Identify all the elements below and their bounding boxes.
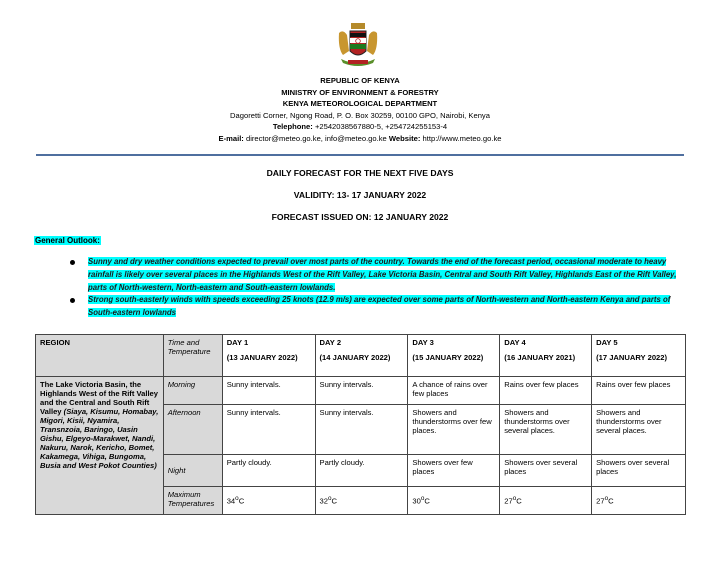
temperature-unit: C [331, 496, 337, 506]
temperature-cell [222, 487, 315, 515]
header-divider [36, 154, 684, 156]
forecast-cell: Rains over few places [592, 377, 686, 405]
forecast-cell: Showers over several places [592, 455, 686, 487]
time-header: Time and Temperature [163, 335, 222, 377]
forecast-cell: Sunny intervals. [315, 377, 408, 405]
day-label: DAY 1 [226, 338, 249, 347]
outlook-bullet [68, 256, 688, 294]
forecast-cell: Sunny intervals. [222, 405, 315, 455]
forecast-cell: Partly cloudy. [222, 455, 315, 487]
header-contact-line [0, 133, 720, 145]
temperature-value: 34 [226, 496, 236, 506]
bullet-icon [70, 260, 75, 265]
temperature-value: 27 [596, 496, 605, 506]
header-department: KENYA METEOROLOGICAL DEPARTMENT [282, 99, 438, 109]
table-header-row [36, 335, 686, 377]
day-header [500, 335, 592, 377]
region-cell [36, 377, 164, 515]
table-row [36, 377, 686, 405]
temperature-cell [592, 487, 686, 515]
forecast-cell: Showers and thunderstorms over few places. [408, 405, 500, 455]
degree-mark: o [235, 495, 239, 503]
forecast-cell: Showers and thunderstorms over several places. [592, 405, 686, 455]
temperature-unit: C [238, 496, 245, 506]
temperature-unit: C [608, 496, 614, 506]
forecast-cell: Partly cloudy. [315, 455, 408, 487]
email-value: director@meteo.go.ke, info@meteo.go.ke [245, 133, 387, 143]
period-cell: Maximum Temperatures [163, 487, 222, 515]
forecast-cell: Showers over several places [500, 455, 592, 487]
outlook-bullet-text: Strong south-easterly winds with speeds exceeding 25 knots (12.9 m/s) are expected over some parts of North-western and North-eastern Kenya and parts of South-eastern lowlands [88, 295, 671, 318]
telephone-value: +2542038567880-5, +254724255153-4 [314, 122, 448, 132]
temperature-unit: C [516, 496, 522, 506]
temperature-cell [408, 487, 500, 515]
region-header: REGION [36, 335, 164, 377]
general-outlook-label: General Outlook: [35, 236, 100, 245]
day-label: DAY 4 [504, 338, 526, 347]
degree-mark: o [327, 495, 332, 503]
day-date: (15 JANUARY 2022) [412, 353, 484, 362]
outlook-bullet-text: Sunny and dry weather conditions expected to prevail over most parts of the country. Towards the end of the forecast period, occasional moderate to heavy rainfall is likely over several places in the Highlands West of the Rift Valley, Lake Victoria Basin, Central and South Rift Valley, Highlands East of the Rift Valley, parts of North-western, North-eastern and South-eastern lowlands. [88, 257, 677, 292]
temperature-cell [315, 487, 408, 515]
telephone-label: Telephone: [272, 122, 313, 132]
temperature-cell [500, 487, 592, 515]
day-header [592, 335, 686, 377]
bullet-icon [70, 298, 75, 303]
email-label: E-mail: [218, 133, 244, 143]
period-cell: Afternoon [163, 405, 222, 455]
day-header [315, 335, 408, 377]
forecast-cell: Showers and thunderstorms over several places. [500, 405, 592, 455]
temperature-value: 30 [412, 496, 421, 506]
forecast-cell: Showers over few places [408, 455, 500, 487]
outlook-bullets [68, 256, 688, 320]
website-label: Website: [388, 133, 421, 143]
day-date: (13 JANUARY 2022) [226, 353, 298, 362]
forecast-cell: A chance of rains over few places [408, 377, 500, 405]
day-date: (14 JANUARY 2022) [319, 353, 391, 362]
day-header [408, 335, 500, 377]
forecast-cell: Sunny intervals. [222, 377, 315, 405]
header-telephone-line [0, 121, 720, 133]
header-ministry: MINISTRY OF ENVIRONMENT & FORESTRY [281, 87, 439, 97]
region-name: The Lake Victoria Basin, the Highlands West of the Rift Valley and the Central and South Rift Valley [40, 380, 159, 416]
outlook-bullet [68, 294, 688, 320]
header-address: Dagoretti Corner, Ngong Road, P. O. Box 30259, 00100 GPO, Nairobi, Kenya [230, 110, 490, 120]
letterhead [0, 75, 720, 145]
website-value[interactable]: http://www.meteo.go.ke [422, 133, 502, 143]
region-counties: (Siaya, Kisumu, Homabay, Migori, Kisii, Nyamira, Transnzoia, Baringo, Uasin Gishu, Elgeyo-Marakwet, Nandi, Nakuru, Narok, Kericho, Bomet, Kakamega, Vihiga, Bungoma, Busia and West Pokot Counties) [40, 407, 159, 470]
degree-mark: o [604, 495, 609, 503]
validity-title: VALIDITY: 13- 17 JANUARY 2022 [293, 190, 427, 200]
forecast-cell: Sunny intervals. [315, 405, 408, 455]
header-republic: REPUBLIC OF KENYA [320, 76, 400, 85]
kenya-coat-of-arms-icon [333, 21, 383, 69]
degree-mark: o [512, 495, 517, 503]
degree-mark: o [420, 495, 425, 503]
day-label: DAY 2 [319, 338, 342, 347]
day-label: DAY 5 [596, 338, 618, 347]
forecast-table [35, 334, 686, 515]
day-label: DAY 3 [412, 338, 434, 347]
temperature-unit: C [424, 496, 430, 506]
day-date: (17 JANUARY 2022) [596, 353, 668, 362]
forecast-cell: Rains over few places [500, 377, 592, 405]
temperature-value: 27 [504, 496, 513, 506]
period-cell: Morning [163, 377, 222, 405]
issued-title: FORECAST ISSUED ON: 12 JANUARY 2022 [271, 212, 449, 222]
forecast-title: DAILY FORECAST FOR THE NEXT FIVE DAYS [266, 168, 454, 178]
temperature-value: 32 [319, 496, 328, 506]
day-header [222, 335, 315, 377]
period-cell: Night [163, 455, 222, 487]
day-date: (16 JANUARY 2021) [504, 353, 576, 362]
